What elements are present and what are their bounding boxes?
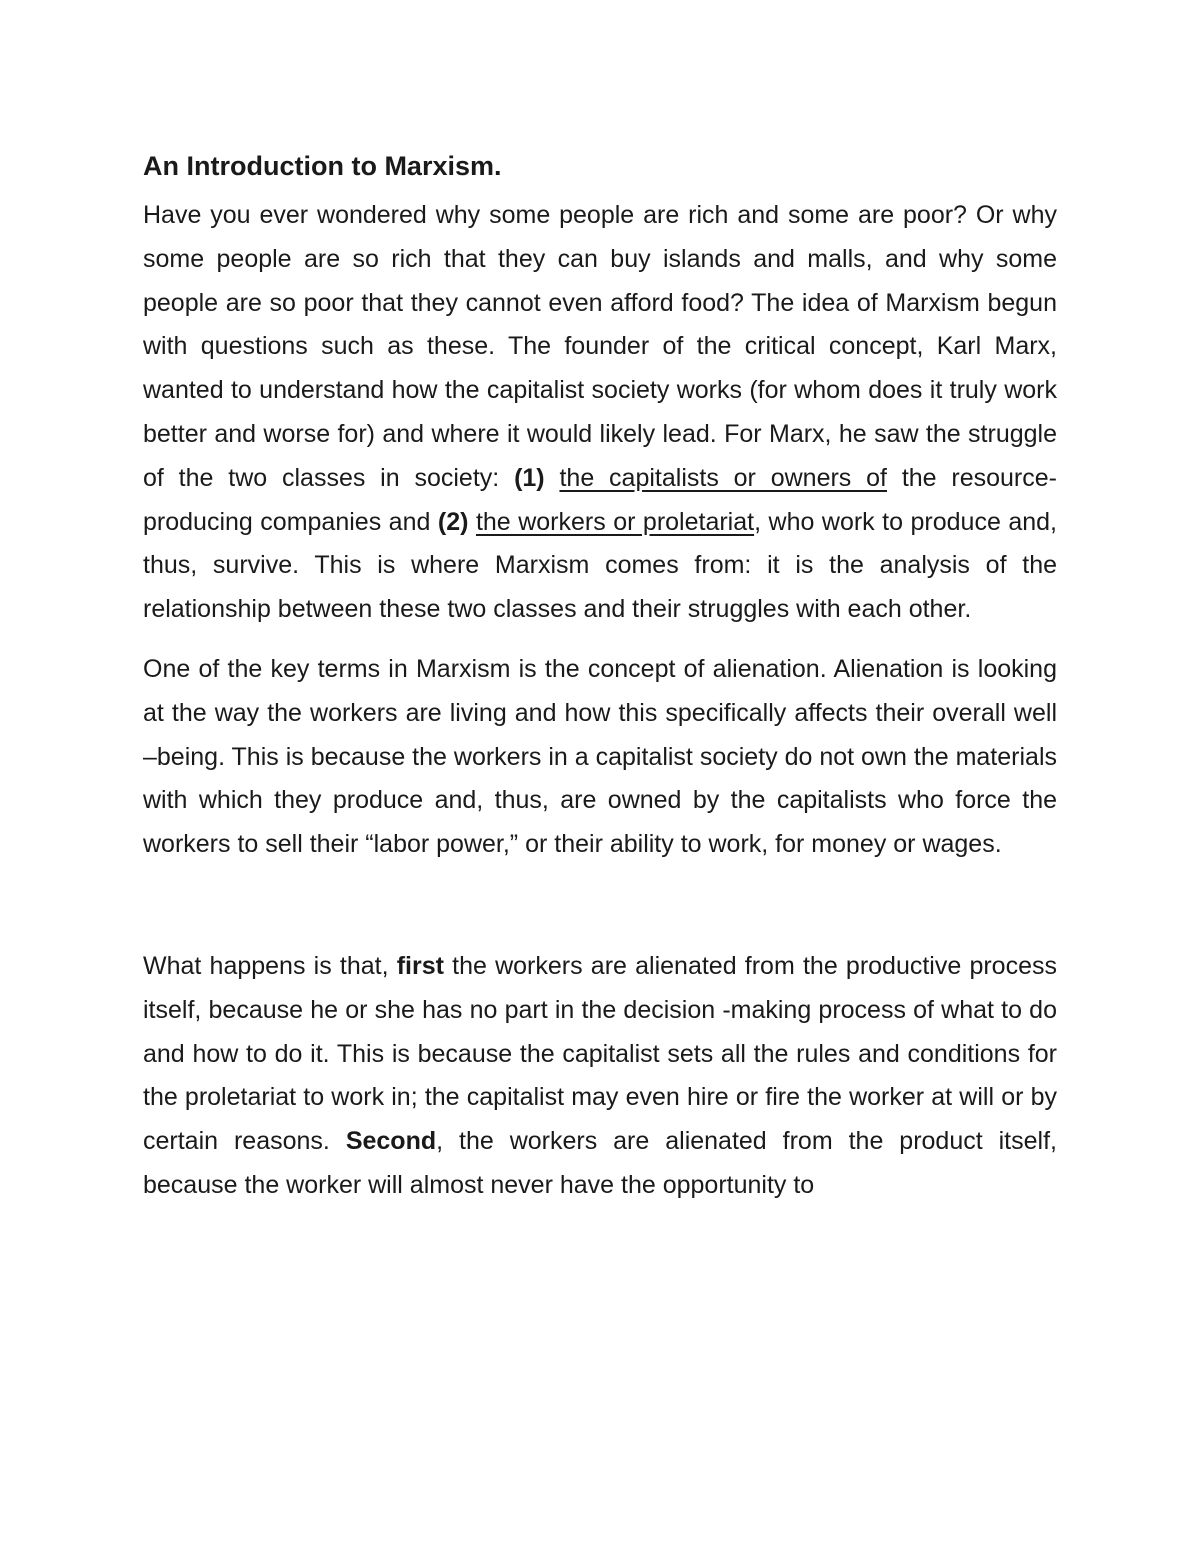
text-run: Have you ever wondered why some people are rich and some are poor? Or why some people are so rich that they can buy islands and malls, and why some people are so poor that they cannot even afford food? The idea of Marxism begun with questions such as these. The founder of the critical concept, Karl Marx, wanted to understand how the capitalist society works (for whom does it truly work better and worse for) and where it would likely lead. For Marx, he saw the struggle of the two classes in society: bbox=[143, 201, 1057, 492]
bold-first: first bbox=[396, 951, 444, 980]
marker-two: (2) bbox=[437, 507, 469, 536]
text-run: , the workers are alienated from the product itself, because the worker will almost never have the opportunity to bbox=[143, 1127, 1057, 1199]
document-page bbox=[143, 140, 1057, 1208]
text-run: the workers are alienated from the productive process itself, because he or she has no part in the decision -making process of what to do and how to do it. This is because the capitalist sets all the rules and conditions for the proletariat to work in; the capitalist may even hire or fire the worker at will or by certain reasons. bbox=[143, 951, 1057, 1156]
marker-one: (1) bbox=[514, 463, 545, 492]
underlined-workers: the workers or proletariat bbox=[475, 507, 755, 536]
text-run: the resource-producing companies and bbox=[143, 463, 1057, 536]
bold-second: Second bbox=[345, 1127, 437, 1156]
paragraph-alienation: One of the key terms in Marxism is the concept of alienation. Alienation is looking at the way the workers are living and how this specifically affects their overall well –being. This is because the workers in a capitalist society do not own the materials with which they produce and, thus, are owned by the capitalists who force the workers to sell their “labor power,” or their ability to work, for money or wages. bbox=[143, 654, 1057, 859]
paragraph-intro bbox=[143, 194, 1057, 632]
paragraph-process bbox=[143, 945, 1057, 1208]
underlined-capitalists: the capitalists or owners of bbox=[559, 463, 887, 492]
text-run: What happens is that, bbox=[143, 951, 397, 980]
text-run: , who work to produce and, thus, survive. This is where Marxism comes from: it is the analysis of the relationship between these two classes and their struggles with each other. bbox=[143, 507, 1057, 624]
document-title: An Introduction to Marxism. bbox=[143, 151, 502, 181]
